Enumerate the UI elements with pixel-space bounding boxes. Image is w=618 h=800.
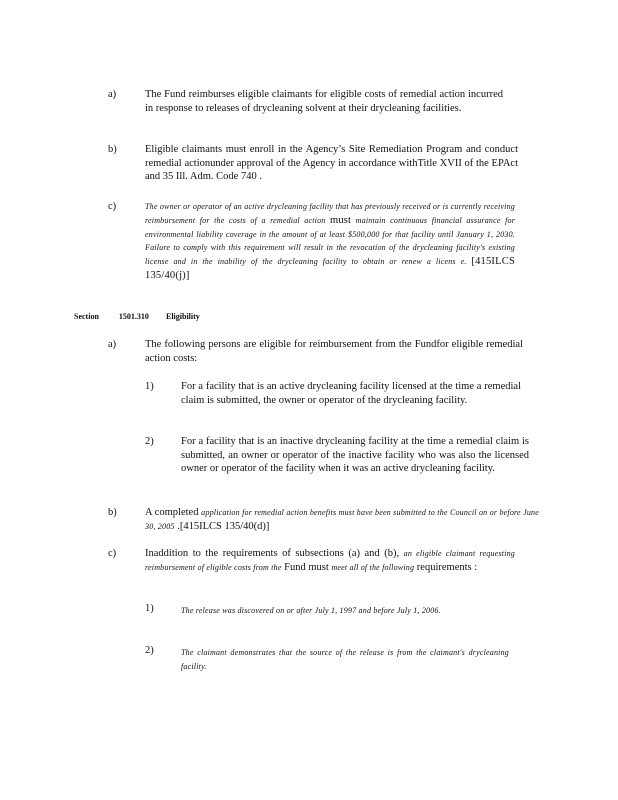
section-b-part1: A completed: [145, 507, 199, 518]
section-c-sub2-text: The claimant demonstrates that the source of the release is from the claimant's drycleaning facility.: [181, 648, 509, 671]
item-a-label: a): [108, 89, 117, 100]
section-c-sub1-text: The release was discovered on or after July 1, 1997 and before July 1, 2006.: [181, 606, 441, 615]
section-b-citation: .[415ILCS 135/40(d)]: [177, 520, 270, 532]
section-b-part2: application for remedial action benefits must have been submitted to the Council on or before June 30, 2005: [145, 508, 539, 531]
item-c-label: c): [108, 201, 117, 212]
section-a-sub1-label: 1): [145, 381, 154, 392]
section-c-must: must: [308, 562, 329, 573]
section-a-label: a): [108, 339, 117, 350]
section-c-sub2-label: 2): [145, 645, 154, 656]
section-a-sub2-label: 2): [145, 436, 154, 447]
section-title: Eligibility: [166, 312, 200, 321]
section-c-part2: an eligible claimant requesting reimbursement of eligible costs from the: [145, 549, 516, 572]
section-c-part1: Inaddition to the requirements of subsections (a) and (b),: [145, 548, 400, 559]
section-a-text: The following persons are eligible for reimbursement from the Fundfor eligible remedial action costs:: [145, 339, 523, 364]
item-c-citation: [415ILCS 135/40(j)]: [145, 256, 515, 281]
section-a-sub2-text: For a facility that is an inactive drycleaning facility at the time a remedial claim is submitted, an owner or operator of the inactive facility who was also the licensed owner or operator of the facility when it was an active drycleaning facility.: [181, 436, 529, 474]
section-b-label: b): [108, 507, 117, 518]
section-c-label: c): [108, 548, 117, 559]
item-a-text: The Fund reimburses eligible claimants for eligible costs of remedial action incurred in response to releases of drycleaning solvent at their drycleaning facilities.: [145, 89, 503, 114]
section-c-sub1-label: 1): [145, 603, 154, 614]
section-b-text: [145, 506, 539, 533]
section-a-sub1-text: For a facility that is an active drycleaning facility licensed at the time a remedial claim is submitted, the owner or operator of the drycleaning facility.: [181, 381, 521, 406]
section-c-fund: Fund: [284, 562, 306, 573]
section-c-text: [145, 547, 515, 575]
item-b-label: b): [108, 144, 117, 155]
item-c-part2: maintain continuous financial assurance for environmental liability coverage in the amount of at least $500,000 for that facility until January 1, 2030. Failure to comply with this requirement will result in the revocation of the drycleaning facility's existing license and in the inability of the drycleaning facility to obtain or renew a licens e.: [145, 215, 516, 267]
item-c-must: must: [329, 214, 352, 226]
item-c-part1: The owner or operator of an active drycleaning facility that has previously received or is currently receiving reimbursement for the costs of a remedial action: [145, 202, 515, 225]
section-number: Section 1501.310: [74, 312, 149, 321]
section-c-part3: meet all of the following: [331, 563, 415, 572]
item-b-text: Eligible claimants must enroll in the Agency’s Site Remediation Program and conduct remedial actionunder approval of the Agency in accordance withTitle XVII of the EPAct and 35 Ill. Adm. Code 740 .: [145, 144, 518, 182]
section-c-requirements: requirements :: [416, 562, 478, 573]
item-c-text: [145, 200, 515, 283]
